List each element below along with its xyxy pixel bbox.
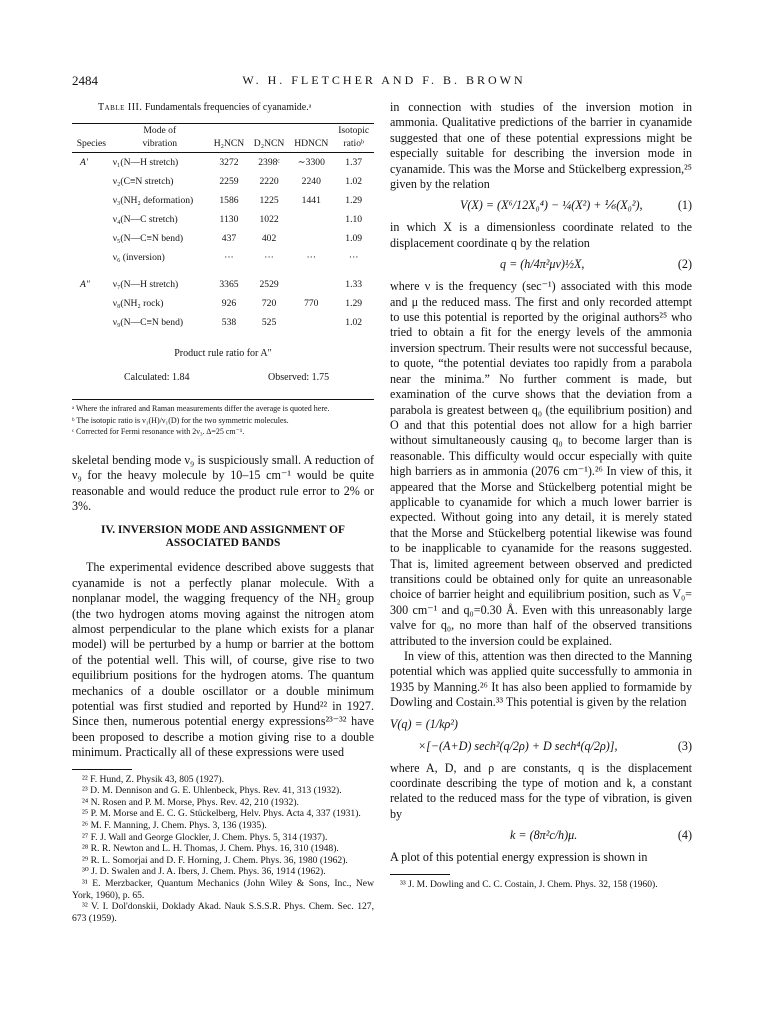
reference-item: ²⁷ F. J. Wall and George Glockler, J. Chem. Phys. 5, 314 (1937). (82, 831, 328, 843)
equation-expression: k = (8π²c/h)μ. (510, 828, 578, 843)
equation-expression: V(X) = (X⁶/12X₀⁴) − ¼(X²) + ⅙(X₀²), (460, 198, 643, 213)
hdncn-cell: 770 (304, 298, 319, 310)
header-isotopic-2: ratioᵇ (333, 137, 374, 153)
equation-number: (1) (677, 198, 692, 213)
reference-item: ²⁴ N. Rosen and P. M. Morse, Phys. Rev. 42, 210 (1932). (82, 796, 299, 808)
reference-item: ³⁰ J. D. Swalen and J. A. Ibers, J. Chem. Phys. 36, 1914 (1962). (82, 866, 326, 878)
species-cell (72, 210, 111, 229)
table-caption (72, 100, 374, 115)
equation-expression: V(q) = (1/kρ²) (390, 716, 458, 731)
references-rule (72, 769, 132, 770)
observed-value: Observed: 1.75 (268, 371, 330, 383)
h2ncn-cell: 437 (221, 233, 237, 245)
mode-cell: ν₅(N—C≡N bend) (112, 233, 184, 245)
mode-cell: ν₉(N—C≡N bend) (112, 317, 184, 329)
header-d2ncn: D₂NCN (249, 137, 289, 153)
paragraph: where ν is the frequency (sec⁻¹) associated with this mode and μ the reduced mass. The first and only recorded attempt to use this potential is reported by the original authors²⁵ who tried to obtain a fit for the energy levels of the ammonia inversion spectrum. Their results were not successful because, to quote, “the potential deviates too rapidly from a parabola near the minima.” No further comment is made, but examination of the curve shows that the deviation from a parabola is greatest between q₀ (the equilibrium position) and O and that this potential does not allow for a high barrier without simultaneously causing q₀ to become larger than is reasonable. This difficulty would occur especially with quite high barriers as in ammonia (2076 cm⁻¹).²⁶ In view of this, it appeared that the Morse and Stückelberg potential might be applicable to cyanamide for which a much lower barrier is expected. Without going into any detail, it is merely stated that the Morse and Stückelberg potential likewise was found to be inapplicable to cyanamide for the reasons suggested. That is, limited agreement between observed and predicted transitions could be obtained only for quite an unreasonable choice of barrier height and equilibrium position, such as V₀= 300 cm⁻¹ and q₀=0.30 Å. Even with this unreasonably large valve for q₀, no more than half of the observed transitions attributed to the inversion could be explained. (390, 279, 692, 648)
h2ncn-cell: 1586 (219, 195, 239, 207)
table-row (72, 248, 374, 267)
hdncn-cell (289, 229, 333, 248)
header-h2ncn: H₂NCN (209, 137, 249, 153)
hdncn-cell: ∼3300 (297, 157, 325, 169)
equation-1 (390, 198, 692, 214)
hdncn-cell (289, 210, 333, 229)
section-heading-line-1: IV. INVERSION MODE AND ASSIGNMENT OF (101, 524, 345, 537)
page-number: 2484 (72, 73, 98, 88)
table-footnote: ᶜ Corrected for Fermi resonance with 2ν₃. Δ=25 cm⁻¹. (72, 427, 245, 437)
paragraph: The experimental evidence described above suggests that cyanamide is not a perfectly planar molecule. With a nonplanar model, the wagging frequency of the NH₂ group (the two hydrogen atoms moving against the nitrogen atom almost perpendicular to the plane which exists for a planar model) will be perturbed by a hump or barrier at the bottom of the potential well. This will, of course, give rise to two equilibrium positions for the hydrogen atoms. The quantum mechanics of a double oscillator or a double minimum potential was first studied and reported by Hund²² in 1927. Since then, numerous potential energy expressions²³⁻³² have been proposed to describe a motion giving rise to a double minimum. Practically all of these expressions were used (72, 560, 374, 760)
header-mode-2: vibration (111, 137, 209, 153)
section-heading (72, 524, 374, 550)
species-cell (72, 294, 111, 313)
calculated-value: Calculated: 1.84 (124, 371, 190, 383)
reference-item: ²³ D. M. Dennison and G. E. Uhlenbeck, Phys. Rev. 41, 313 (1932). (82, 785, 342, 797)
header-isotopic-1: Isotopic (333, 124, 374, 138)
ratio-cell: 1.02 (345, 176, 363, 188)
hdncn-cell (289, 275, 333, 294)
table-footnote: ᵇ The isotopic ratio is ν₁(H)/ν₁(D) for the two symmetric molecules. (72, 415, 289, 425)
hdncn-cell (289, 313, 333, 332)
table-row (72, 191, 374, 210)
h2ncn-cell: 3272 (219, 157, 239, 169)
running-title: W. H. FLETCHER AND F. B. BROWN (242, 73, 526, 87)
header-hdncn: HDNCN (289, 137, 333, 153)
paragraph: In view of this, attention was then directed to the Manning potential which was applied quite successfully to ammonia in 1935 by Manning.²⁶ It has also been applied to formamide by Dowling and Costain.³³ This potential is given by the relation (390, 649, 692, 710)
table-caption-text: Fundamentals frequencies of cyanamide.ᵃ (144, 102, 312, 113)
equation-expression: ×[−(A+D) sech²(q/2ρ) + D sech⁴(q/2ρ)], (418, 738, 618, 753)
paragraph: where A, D, and ρ are constants, q is the displacement coordinate describing the type of motion and k, a constant related to the reduced mass for the type of vibration, is given by (390, 760, 692, 821)
equation-3-line-1 (390, 717, 692, 733)
species-cell (72, 172, 111, 191)
d2ncn-cell: 2220 (259, 176, 279, 188)
ratio-cell: 1.29 (345, 298, 363, 310)
table-row (72, 172, 374, 191)
h2ncn-cell: ··· (224, 252, 234, 264)
mode-cell: ν₇(N—H stretch) (112, 279, 179, 291)
mode-cell: ν₆ (inversion) (112, 252, 165, 264)
equation-number: (2) (677, 257, 692, 272)
table-footnotes (72, 404, 374, 438)
references (72, 774, 374, 925)
running-header (72, 73, 696, 89)
h2ncn-cell: 2259 (219, 176, 239, 188)
ratio-cell: 1.37 (345, 157, 363, 169)
equation-number: (4) (677, 828, 692, 843)
mode-cell: ν₄(N—C stretch) (112, 214, 178, 226)
mode-cell: ν₂(C≡N stretch) (112, 176, 174, 188)
frequencies-table (72, 123, 374, 332)
reference-item: ²⁹ R. L. Somorjai and D. F. Horning, J. Chem. Phys. 36, 1980 (1962). (82, 854, 348, 866)
species-cell (72, 248, 111, 267)
references-rule (390, 874, 450, 875)
header-species: Species (72, 137, 111, 153)
table-row (72, 210, 374, 229)
equation-4 (390, 828, 692, 844)
product-rule-values (72, 370, 374, 385)
d2ncn-cell: 1225 (259, 195, 279, 207)
species-cell: A′ (80, 157, 88, 169)
d2ncn-cell: 1022 (259, 214, 279, 226)
paragraph: A plot of this potential energy expression is shown in (390, 850, 648, 865)
equation-expression: q = (h/4π²μν)½X, (500, 257, 585, 272)
section-heading-line-2: ASSOCIATED BANDS (165, 537, 281, 550)
reference-item: ²⁵ P. M. Morse and E. C. G. Stückelberg, Helv. Phys. Acta 4, 337 (1931). (82, 808, 361, 820)
d2ncn-cell: 720 (261, 298, 277, 310)
equation-number: (3) (677, 738, 692, 753)
reference-item: ²² F. Hund, Z. Physik 43, 805 (1927). (82, 773, 224, 785)
species-cell (72, 191, 111, 210)
table-row (72, 294, 374, 313)
reference-item: ²⁶ M. F. Manning, J. Chem. Phys. 3, 136 (1935). (82, 820, 267, 831)
mode-cell: ν₃(NH₂ deformation) (112, 195, 194, 207)
d2ncn-cell: 525 (261, 317, 277, 329)
equation-2 (390, 257, 692, 273)
species-cell: A″ (80, 279, 90, 291)
species-cell (72, 313, 111, 332)
paragraph: in which X is a dimensionless coordinate related to the displacement coordinate q by the relation (390, 220, 692, 250)
table-bottom-rule (72, 399, 374, 400)
reference-item: ³³ J. M. Dowling and C. C. Costain, J. Chem. Phys. 32, 158 (1960). (400, 878, 658, 890)
d2ncn-cell: 2398ᶜ (258, 157, 280, 169)
h2ncn-cell: 538 (221, 317, 237, 329)
h2ncn-cell: 926 (221, 298, 237, 310)
h2ncn-cell: 3365 (219, 279, 239, 291)
table-row (72, 153, 374, 173)
d2ncn-cell: 2529 (259, 279, 279, 291)
hdncn-cell: 2240 (301, 176, 321, 188)
equation-3-line-2 (390, 739, 692, 755)
table-caption-label: Table III. (98, 102, 143, 113)
table-row (72, 229, 374, 248)
product-rule-title: Product rule ratio for A″ (174, 348, 272, 360)
paragraph: in connection with studies of the inversion motion in ammonia. Qualitative predictions of the barrier in cyanamide suggested that one of these potential expressions might be especially suitable for describing the inversion mode in cyanamide. This was the Morse and Stückelberg expression,²⁵ given by the relation (390, 100, 692, 192)
left-column (72, 100, 374, 924)
hdncn-cell: ··· (306, 252, 317, 264)
ratio-cell: 1.09 (345, 233, 363, 245)
species-cell (72, 229, 111, 248)
references (390, 879, 692, 891)
reference-item: ³² V. I. Dol'donskii, Doklady Akad. Nauk S.S.S.R. Phys. Chem. Sec. 127, 673 (1959). (72, 901, 374, 924)
table-row (72, 313, 374, 332)
ratio-cell: 1.02 (345, 317, 363, 329)
d2ncn-cell: 402 (261, 233, 277, 245)
ratio-cell: 1.33 (345, 279, 363, 291)
reference-item: ²⁸ R. R. Newton and L. H. Thomas, J. Chem. Phys. 16, 310 (1948). (82, 843, 339, 855)
mode-cell: ν₁(N—H stretch) (112, 157, 179, 169)
ratio-cell: 1.29 (345, 195, 363, 207)
reference-item: ³¹ E. Merzbacker, Quantum Mechanics (John Wiley & Sons, Inc., New York, 1960), p. 65. (72, 877, 374, 901)
ratio-cell: 1.10 (345, 214, 363, 226)
h2ncn-cell: 1130 (219, 214, 239, 226)
table-footnote: ᵃ Where the infrared and Raman measurements differ the average is quoted here. (72, 404, 330, 414)
d2ncn-cell: ··· (264, 252, 274, 264)
mode-cell: ν₈(NH₂ rock) (112, 298, 164, 310)
right-column (390, 100, 692, 890)
paragraph: skeletal bending mode ν₉ is suspiciously small. A reduction of ν₉ for the heavy molecule by 10–15 cm⁻¹ would be quite reasonable and would reduce the product rule error to 2% or 3%. (72, 452, 374, 513)
hdncn-cell: 1441 (301, 195, 321, 207)
ratio-cell: ··· (348, 252, 359, 264)
header-mode-1: Mode of (111, 124, 209, 138)
table-row (72, 275, 374, 294)
